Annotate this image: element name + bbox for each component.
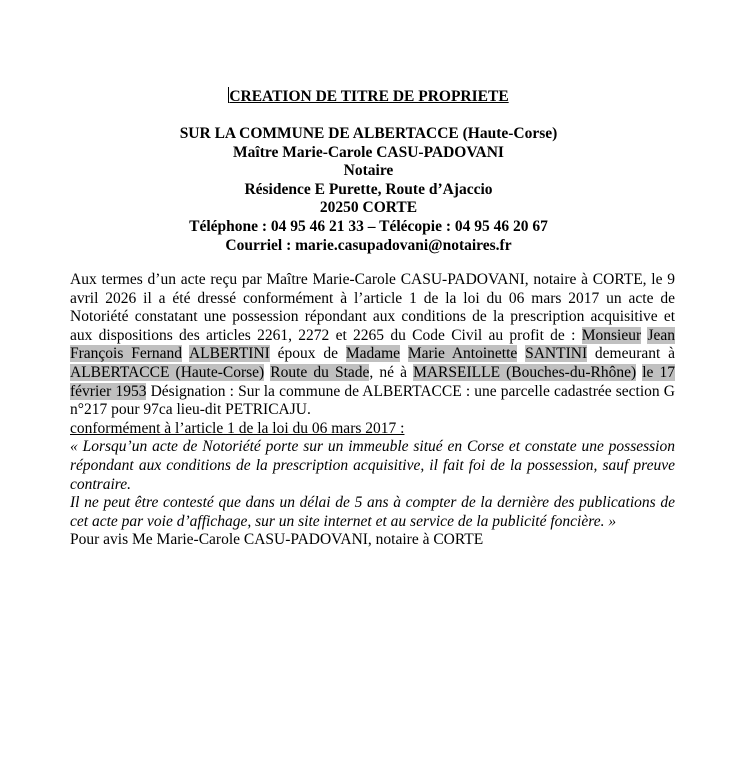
text-space xyxy=(400,345,408,362)
document-body xyxy=(70,271,675,550)
highlight-residence-city: ALBERTACCE (Haute-Corse) xyxy=(70,363,265,381)
text-residing-at: demeurant à xyxy=(587,345,676,363)
legal-quote-part-1: « Lorsqu’un acte de Notoriété porte sur un immeuble situé en Corse et constate une possession répondant aux conditions de la prescription acquisitive, il fait foi de la possession, sauf preuve contraire. xyxy=(70,438,675,493)
closing-notice: Pour avis Me Marie-Carole CASU-PADOVANI, notaire à CORTE xyxy=(70,531,484,549)
text-spouse-of: époux de xyxy=(269,345,346,363)
header-commune: SUR LA COMMUNE DE ALBERTACCE (Haute-Corse) xyxy=(179,125,558,142)
header-email: Courriel : marie.casupadovani@notaires.fr xyxy=(225,236,512,254)
title-label: CREATION DE TITRE DE PROPRIETE xyxy=(229,88,509,105)
highlight-first-names-wife: Marie Antoinette xyxy=(407,345,518,363)
highlight-residence-street: Route du Stade xyxy=(270,363,370,381)
legal-quote-part-2: Il ne peut être contesté que dans un délai de 5 ans à compter de la dernière des publications de cet acte par voie d’affichage, sur un site internet et au service de la publicité foncière. » xyxy=(70,494,675,530)
document-title xyxy=(0,87,737,106)
paragraph-intro: Aux termes d’un acte reçu par Maître Marie-Carole CASU-PADOVANI, notaire à CORTE, le 9 avril 2026 il a été dressé conformément à l’article 1 de la loi du 06 mars 2017 un acte de Notoriété constatant une possession répondant aux conditions de la prescription acquisitive et aux dispositions des articles 2261, 2272 et 2265 du Code Civil au profit de : xyxy=(70,271,675,344)
highlight-birth-date: le 17 février 1953 xyxy=(70,363,676,400)
highlight-surname-husband: ALBERTINI xyxy=(188,345,270,363)
legal-reference-underlined: conformément à l’article 1 de la loi du 06 mars 2017 : xyxy=(70,419,405,437)
text-space xyxy=(517,345,525,362)
header-phone-fax: Téléphone : 04 95 46 21 33 – Télécopie : 04 95 46 20 67 xyxy=(189,217,548,235)
highlight-first-names-husband: Jean François Fernand xyxy=(70,326,676,363)
header-notary-name: Maître Marie-Carole CASU-PADOVANI xyxy=(233,143,504,161)
text-born-at: , né à xyxy=(369,363,414,381)
header-city: 20250 CORTE xyxy=(319,199,418,217)
header-role: Notaire xyxy=(343,162,394,180)
highlight-civility-wife: Madame xyxy=(345,345,401,363)
highlight-birth-place: MARSEILLE (Bouches-du-Rhône) xyxy=(413,363,637,381)
notary-header xyxy=(0,125,737,255)
highlight-surname-wife: SANTINI xyxy=(525,345,588,363)
title-text[interactable] xyxy=(228,88,508,105)
paragraph-designation: Désignation : Sur la commune de ALBERTACCE : une parcelle cadastrée section G n°217 pour 97ca lieu-dit PETRICAJU. xyxy=(70,382,675,419)
highlight-civility-husband: Monsieur xyxy=(581,326,642,344)
main-paragraph xyxy=(70,271,675,420)
text-space xyxy=(182,345,189,362)
header-address: Résidence E Purette, Route d’Ajaccio xyxy=(244,180,493,198)
